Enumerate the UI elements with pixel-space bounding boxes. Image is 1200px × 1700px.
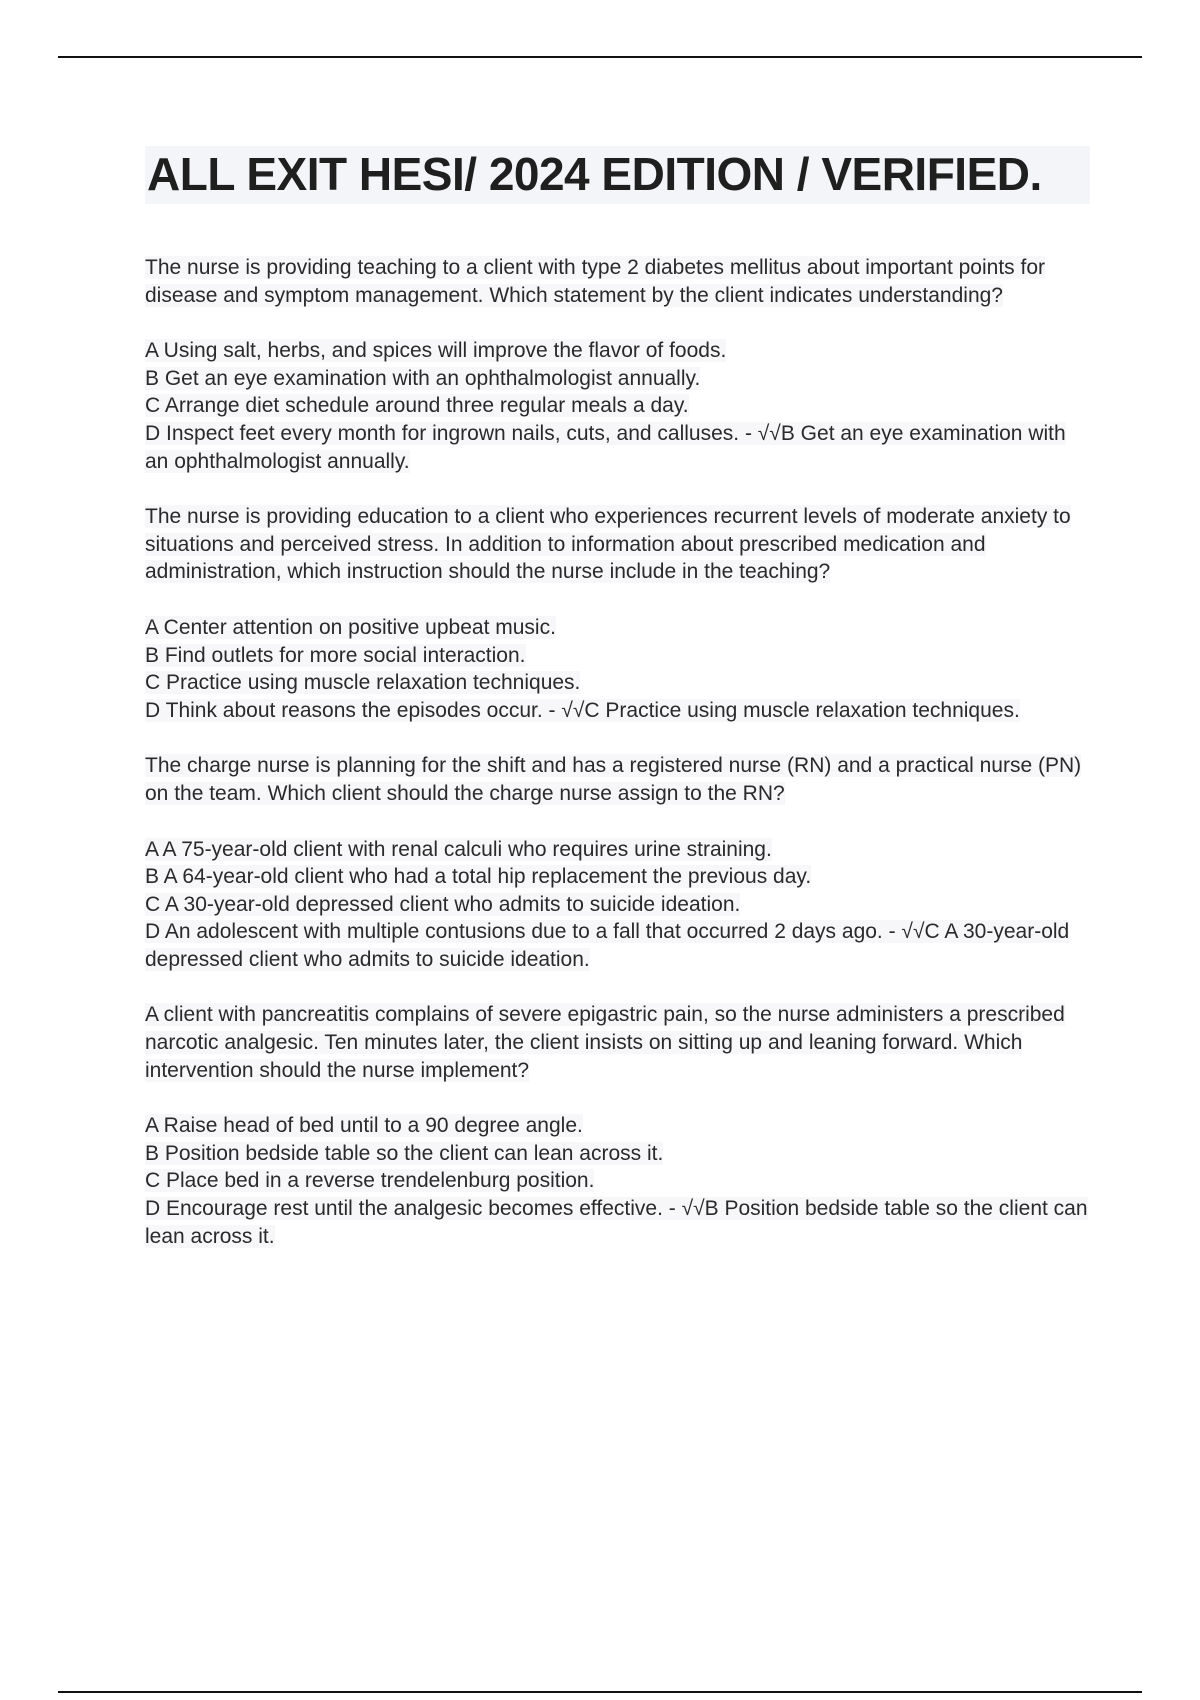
document-title: ALL EXIT HESI/ 2024 EDITION / VERIFIED. [147,148,1042,200]
question-text: A client with pancreatitis complains of severe epigastric pain, so the nurse administers a prescribed narcotic analgesic. Ten minutes later, the client insists on sitting up and leaning forward. Which intervention should the nurse implement? [145,1003,1065,1082]
document-body [145,146,1090,1278]
answer-option-a: A Center attention on positive upbeat music. [145,615,556,639]
question-block-3 [145,752,1090,973]
answer-option-c: C Place bed in a reverse trendelenburg position. [145,1169,595,1193]
answer-option-c: C Arrange diet schedule around three regular meals a day. [145,394,689,418]
question-text: The nurse is providing teaching to a client with type 2 diabetes mellitus about important points for disease and symptom management. Which statement by the client indicates understanding? [145,256,1045,307]
answer-option-b: B A 64-year-old client who had a total hip replacement the previous day. [145,865,812,889]
answer-option-d-with-key: D An adolescent with multiple contusions due to a fall that occurred 2 days ago. - √√C A 30-year-old depressed client who admits to suicide ideation. [145,920,1070,971]
answer-option-d-with-key: D Think about reasons the episodes occur. - √√C Practice using muscle relaxation techniques. [145,698,1020,722]
answer-option-c: C Practice using muscle relaxation techniques. [145,671,581,695]
title-box [145,146,1090,204]
question-block-4 [145,1001,1090,1250]
question-block-1 [145,254,1090,475]
bottom-rule [58,1691,1142,1693]
question-text: The charge nurse is planning for the shift and has a registered nurse (RN) and a practical nurse (PN) on the team. Which client should the charge nurse assign to the RN? [145,754,1082,805]
answer-option-b: B Get an eye examination with an ophthalmologist annually. [145,366,701,390]
top-rule [58,56,1142,58]
answer-option-c: C A 30-year-old depressed client who admits to suicide ideation. [145,892,741,916]
answer-option-d-with-key: D Encourage rest until the analgesic becomes effective. - √√B Position bedside table so the client can lean across it. [145,1197,1088,1248]
answer-option-a: A Using salt, herbs, and spices will improve the flavor of foods. [145,339,727,363]
answer-option-b: B Find outlets for more social interaction. [145,643,526,667]
question-text: The nurse is providing education to a client who experiences recurrent levels of moderate anxiety to situations and perceived stress. In addition to information about prescribed medication and administration, which instruction should the nurse include in the teaching? [145,505,1071,584]
answer-option-b: B Position bedside table so the client can lean across it. [145,1141,664,1165]
answer-option-d-with-key: D Inspect feet every month for ingrown nails, cuts, and calluses. - √√B Get an eye examination with an ophthalmologist annually. [145,421,1066,473]
answer-option-a: A Raise head of bed until to a 90 degree angle. [145,1114,583,1138]
question-block-2 [145,503,1090,724]
answer-option-a: A A 75-year-old client with renal calculi who requires urine straining. [145,837,772,861]
